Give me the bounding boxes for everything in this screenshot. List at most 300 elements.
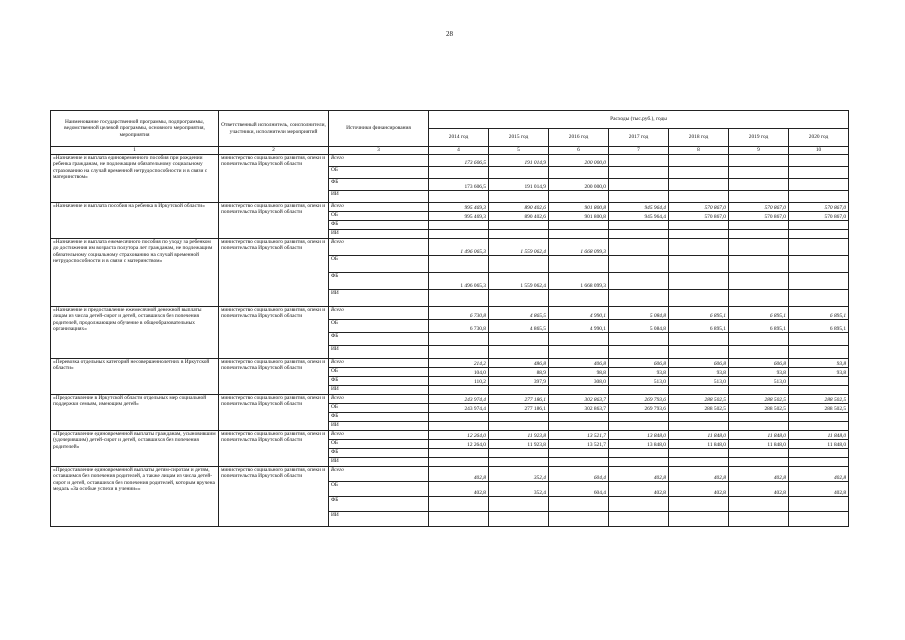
expense-value <box>789 167 849 179</box>
expense-value <box>669 333 729 346</box>
expense-value <box>549 221 609 230</box>
expense-value <box>549 386 609 395</box>
header-name: Наименование государственной программы, подпрограммы, ведомственной целевой программы, основного мероприятия, мероприятия <box>51 111 219 147</box>
expense-value: 200 000,0 <box>549 179 609 191</box>
expense-value: 200 000,0 <box>549 155 609 167</box>
expense-value <box>789 333 849 346</box>
expense-value <box>489 290 549 307</box>
expense-value <box>549 333 609 346</box>
expense-value <box>729 413 789 422</box>
expense-value: 6 895,1 <box>729 307 789 320</box>
expense-value <box>729 422 789 431</box>
expense-value: 302 863,7 <box>549 395 609 404</box>
funding-source: Всего <box>329 155 429 167</box>
funding-source: Всего <box>329 431 429 440</box>
table-row <box>51 395 849 404</box>
expense-value <box>489 333 549 346</box>
funding-source: ОБ <box>329 256 429 273</box>
expense-value: 288 502,5 <box>729 395 789 404</box>
expense-value: 352,4 <box>489 482 549 497</box>
expense-value <box>609 155 669 167</box>
expense-value: 5 084,8 <box>609 307 669 320</box>
expense-value: 352,4 <box>489 467 549 482</box>
expense-value: 13 848,0 <box>609 431 669 440</box>
expense-value: 93,8 <box>729 368 789 377</box>
expense-value <box>669 449 729 458</box>
column-index: 1 <box>51 147 219 155</box>
expense-value <box>489 256 549 273</box>
expense-value: 606,8 <box>609 359 669 368</box>
expense-value: 1 559 062,4 <box>489 273 549 290</box>
expense-value: 402,8 <box>669 482 729 497</box>
expense-value: 6 895,1 <box>789 320 849 333</box>
expense-value: 1 668 099,3 <box>549 239 609 256</box>
expense-value <box>729 221 789 230</box>
expense-value <box>429 221 489 230</box>
column-index: 7 <box>609 147 669 155</box>
expense-value <box>729 239 789 256</box>
expense-value <box>429 191 489 203</box>
funding-source: Всего <box>329 239 429 256</box>
measure-name: «Назначение и выплата пособия на ребенка в Иркутской области» <box>51 203 219 239</box>
expense-value <box>729 497 789 512</box>
measure-executor: министерство социального развития, опеки и попечительства Иркутской области <box>219 359 329 395</box>
expense-value <box>549 290 609 307</box>
expense-value <box>789 191 849 203</box>
funding-source: ИИ <box>329 458 429 467</box>
expense-value <box>609 333 669 346</box>
expense-value: 606,8 <box>669 359 729 368</box>
page-number: 28 <box>446 30 453 38</box>
expense-value <box>429 333 489 346</box>
expense-value: 214,2 <box>429 359 489 368</box>
expense-value: 13 848,0 <box>609 440 669 449</box>
expense-value <box>789 458 849 467</box>
expense-value <box>489 413 549 422</box>
header-source: Источники финансирования <box>329 111 429 147</box>
expense-value <box>429 256 489 273</box>
expense-value: 402,8 <box>729 482 789 497</box>
expense-value <box>789 179 849 191</box>
table-row <box>51 467 849 482</box>
expense-value: 110,2 <box>429 377 489 386</box>
expense-value <box>549 346 609 359</box>
expense-value: 13 521,7 <box>549 431 609 440</box>
expense-value <box>789 386 849 395</box>
expense-value <box>729 290 789 307</box>
funding-source: ИИ <box>329 191 429 203</box>
expense-value <box>789 449 849 458</box>
expense-value <box>609 256 669 273</box>
expense-value <box>489 512 549 527</box>
expense-value <box>429 290 489 307</box>
measure-executor: министерство социального развития, опеки и попечительства Иркутской области <box>219 155 329 203</box>
expense-value <box>669 221 729 230</box>
header-year: 2020 год <box>789 129 849 147</box>
expense-value <box>609 273 669 290</box>
expense-value: 11 848,0 <box>789 440 849 449</box>
measure-name: «Предоставление единовременной выплаты детям-сиротам и детям, оставшимся без попечения родителей, а также лицам из числа детей-сирот и детей, оставшихся без попечения родителей, которым вручена медаль «За особые успехи в учении»» <box>51 467 219 527</box>
expense-value: 173 606,5 <box>429 155 489 167</box>
header-executor: Ответственный исполнитель, соисполнители, участники, исполнители мероприятий <box>219 111 329 147</box>
column-index: 6 <box>549 147 609 155</box>
expense-value <box>669 239 729 256</box>
expense-value: 288 502,5 <box>729 404 789 413</box>
expense-value: 513,0 <box>669 377 729 386</box>
expense-value <box>489 458 549 467</box>
expense-value <box>729 230 789 239</box>
expense-value <box>609 458 669 467</box>
expense-value <box>489 386 549 395</box>
expense-value: 1 496 065,3 <box>429 239 489 256</box>
header-year: 2014 год <box>429 129 489 147</box>
expense-value <box>789 413 849 422</box>
expense-value <box>669 512 729 527</box>
table-row <box>51 239 849 256</box>
expense-value: 269 793,6 <box>609 395 669 404</box>
expense-value: 513,0 <box>729 377 789 386</box>
funding-source: ОБ <box>329 212 429 221</box>
funding-source: Всего <box>329 395 429 404</box>
expense-value: 4 990,1 <box>549 320 609 333</box>
funding-source: ФБ <box>329 333 429 346</box>
expense-value: 402,8 <box>609 467 669 482</box>
expense-value: 93,8 <box>789 359 849 368</box>
expense-value: 11 923,8 <box>489 431 549 440</box>
measure-name: «Назначение и предоставление ежемесячной денежной выплаты лицам из числа детей-сирот и детей, оставшихся без попечения родителей, продолжающим обучение в общеобразовательных организациях» <box>51 307 219 359</box>
funding-source: Всего <box>329 203 429 212</box>
expense-value: 995 469,3 <box>429 212 489 221</box>
expense-value <box>549 449 609 458</box>
expense-value: 93,8 <box>609 368 669 377</box>
expense-value <box>669 290 729 307</box>
measure-name: «Предоставление в Иркутской области отдельных мер социальной поддержки семьям, имеющим детей» <box>51 395 219 431</box>
expense-value <box>549 413 609 422</box>
expense-value <box>429 497 489 512</box>
expense-value: 13 521,7 <box>549 440 609 449</box>
expense-value: 486,8 <box>489 359 549 368</box>
measure-name: «Перевозка отдельных категорий несовершеннолетних в Иркутской области» <box>51 359 219 395</box>
expense-value <box>729 179 789 191</box>
expense-value <box>429 458 489 467</box>
expense-value <box>549 458 609 467</box>
expense-value <box>789 256 849 273</box>
measure-executor: министерство социального развития, опеки и попечительства Иркутской области <box>219 239 329 307</box>
expense-value <box>669 230 729 239</box>
expense-value <box>489 230 549 239</box>
expense-value: 277 186,1 <box>489 395 549 404</box>
funding-source: Всего <box>329 359 429 368</box>
expense-value <box>729 191 789 203</box>
expense-value <box>669 346 729 359</box>
expense-value <box>489 497 549 512</box>
expense-value <box>549 256 609 273</box>
expense-value <box>609 179 669 191</box>
expense-value: 4 865,5 <box>489 307 549 320</box>
expense-value <box>609 290 669 307</box>
expense-value <box>729 167 789 179</box>
expense-value: 288 502,5 <box>669 395 729 404</box>
expense-value: 402,8 <box>429 482 489 497</box>
expense-value <box>789 512 849 527</box>
expense-value: 6 895,1 <box>669 307 729 320</box>
funding-source: ФБ <box>329 179 429 191</box>
expense-value: 104,0 <box>429 368 489 377</box>
expense-value <box>669 191 729 203</box>
expense-value <box>429 386 489 395</box>
funding-source: ИИ <box>329 422 429 431</box>
table-row <box>51 307 849 320</box>
expense-value <box>669 413 729 422</box>
expense-value: 243 974,4 <box>429 395 489 404</box>
funding-source: ОБ <box>329 167 429 179</box>
expense-value <box>429 512 489 527</box>
expense-value <box>489 422 549 431</box>
measure-executor: министерство социального развития, опеки и попечительства Иркутской области <box>219 395 329 431</box>
expense-value <box>789 377 849 386</box>
expense-value <box>549 167 609 179</box>
expense-value <box>429 167 489 179</box>
expense-value <box>789 239 849 256</box>
expense-value <box>729 155 789 167</box>
funding-source: ИИ <box>329 346 429 359</box>
expense-value <box>669 386 729 395</box>
expense-value <box>789 230 849 239</box>
table-row <box>51 359 849 368</box>
expense-value: 11 848,0 <box>669 431 729 440</box>
expense-value <box>429 422 489 431</box>
column-index: 9 <box>729 147 789 155</box>
expense-value <box>609 346 669 359</box>
expense-value: 98,8 <box>549 368 609 377</box>
measure-name: «Предоставление единовременной выплаты гражданам, усыновившим (удочерившим) детей-сирот и детей, оставшихся без попечения родителей» <box>51 431 219 467</box>
funding-source: ОБ <box>329 440 429 449</box>
expense-value <box>549 512 609 527</box>
expense-value: 11 848,0 <box>789 431 849 440</box>
expense-value: 88,9 <box>489 368 549 377</box>
expense-value: 406,8 <box>549 359 609 368</box>
funding-source: ОБ <box>329 368 429 377</box>
expense-value: 901 800,8 <box>549 203 609 212</box>
header-expenses: Расходы (тыс.руб.), годы <box>429 111 849 129</box>
expense-value: 6 895,1 <box>669 320 729 333</box>
expense-value <box>609 512 669 527</box>
expense-value <box>669 273 729 290</box>
header-year: 2019 год <box>729 129 789 147</box>
expense-value <box>609 449 669 458</box>
funding-source: ОБ <box>329 320 429 333</box>
expense-value <box>729 333 789 346</box>
funding-source: Всего <box>329 307 429 320</box>
expense-value: 308,0 <box>549 377 609 386</box>
expense-value: 11 848,0 <box>729 431 789 440</box>
funding-source: ИИ <box>329 512 429 527</box>
header-year: 2018 год <box>669 129 729 147</box>
column-index: 3 <box>329 147 429 155</box>
column-index: 5 <box>489 147 549 155</box>
expense-value: 402,8 <box>669 467 729 482</box>
expense-value <box>609 422 669 431</box>
column-index: 8 <box>669 147 729 155</box>
expense-value: 302 863,7 <box>549 404 609 413</box>
expense-value: 277 186,1 <box>489 404 549 413</box>
expense-value: 11 923,8 <box>489 440 549 449</box>
expense-value: 12 264,0 <box>429 431 489 440</box>
expense-value: 604,4 <box>549 467 609 482</box>
expense-value: 945 964,4 <box>609 212 669 221</box>
expense-value: 93,8 <box>669 368 729 377</box>
expense-value <box>489 221 549 230</box>
expense-value <box>729 458 789 467</box>
expense-value <box>789 155 849 167</box>
funding-source: ФБ <box>329 497 429 512</box>
expense-value: 1 668 099,3 <box>549 273 609 290</box>
funding-source: ИИ <box>329 230 429 239</box>
expense-value: 1 496 065,3 <box>429 273 489 290</box>
funding-source: Всего <box>329 467 429 482</box>
expense-value: 890 402,6 <box>489 212 549 221</box>
expense-value: 288 502,5 <box>789 395 849 404</box>
funding-source: ИИ <box>329 386 429 395</box>
expense-value: 890 402,6 <box>489 203 549 212</box>
header-year: 2015 год <box>489 129 549 147</box>
expense-value: 4 865,5 <box>489 320 549 333</box>
expense-value: 6 895,1 <box>729 320 789 333</box>
expense-value: 1 559 062,4 <box>489 239 549 256</box>
header-year: 2016 год <box>549 129 609 147</box>
expense-value: 5 084,8 <box>609 320 669 333</box>
expense-value: 11 848,0 <box>669 440 729 449</box>
expense-value: 288 502,5 <box>669 404 729 413</box>
expense-value <box>609 230 669 239</box>
measure-executor: министерство социального развития, опеки и попечительства Иркутской области <box>219 203 329 239</box>
measure-name: «Назначение и выплата единовременного пособия при рождении ребенка гражданам, не подлежащим обязательному социальному страхованию на случай временной нетрудоспособности и в связи с материнством» <box>51 155 219 203</box>
expense-value: 570 867,0 <box>729 203 789 212</box>
table-header <box>51 111 849 155</box>
expense-value: 11 848,0 <box>729 440 789 449</box>
expense-value <box>609 497 669 512</box>
expense-value <box>669 256 729 273</box>
expense-value: 570 867,0 <box>729 212 789 221</box>
measure-name: «Назначение и выплата ежемесячного пособия по уходу за ребенком до достижения им возраста полутора лет гражданам, не подлежащим обязательному социальному страхованию на случай временной нетрудоспособности и в связи с материнством» <box>51 239 219 307</box>
expense-value <box>489 167 549 179</box>
expense-value <box>489 449 549 458</box>
expense-value <box>429 230 489 239</box>
expense-value: 6 895,1 <box>789 307 849 320</box>
expense-value <box>549 422 609 431</box>
funding-source: ИИ <box>329 290 429 307</box>
expense-value <box>669 179 729 191</box>
expense-value <box>789 497 849 512</box>
expense-value: 191 014,9 <box>489 155 549 167</box>
column-index: 2 <box>219 147 329 155</box>
expense-value <box>669 167 729 179</box>
expense-value: 945 964,4 <box>609 203 669 212</box>
expense-value <box>789 346 849 359</box>
expense-value <box>549 191 609 203</box>
expense-value: 513,0 <box>609 377 669 386</box>
column-index: 10 <box>789 147 849 155</box>
expense-value: 570 867,0 <box>789 203 849 212</box>
expense-value: 12 264,0 <box>429 440 489 449</box>
expense-value <box>609 239 669 256</box>
expense-value <box>609 191 669 203</box>
expense-value <box>549 230 609 239</box>
expense-value: 288 502,5 <box>789 404 849 413</box>
expense-value <box>729 512 789 527</box>
expense-value: 4 990,1 <box>549 307 609 320</box>
expense-value <box>609 167 669 179</box>
funding-source: ФБ <box>329 221 429 230</box>
measure-executor: министерство социального развития, опеки и попечительства Иркутской области <box>219 307 329 359</box>
expense-value: 6 730,8 <box>429 307 489 320</box>
expense-value <box>729 346 789 359</box>
expense-value <box>789 273 849 290</box>
expense-value <box>429 413 489 422</box>
expense-value: 402,8 <box>429 467 489 482</box>
expense-value: 173 606,5 <box>429 179 489 191</box>
expense-value: 269 793,6 <box>609 404 669 413</box>
expense-value: 570 867,0 <box>789 212 849 221</box>
expense-value: 995 469,3 <box>429 203 489 212</box>
expense-value <box>429 449 489 458</box>
expense-value: 901 800,8 <box>549 212 609 221</box>
expense-value: 570 867,0 <box>669 212 729 221</box>
column-index: 4 <box>429 147 489 155</box>
expense-value <box>729 256 789 273</box>
expense-value <box>669 458 729 467</box>
expense-value <box>669 422 729 431</box>
expense-value: 402,8 <box>609 482 669 497</box>
expense-value: 191 014,9 <box>489 179 549 191</box>
expense-value: 402,8 <box>789 482 849 497</box>
funding-source: ФБ <box>329 377 429 386</box>
expense-value: 243 974,4 <box>429 404 489 413</box>
expense-value: 606,8 <box>729 359 789 368</box>
expense-value <box>669 497 729 512</box>
expense-value <box>609 413 669 422</box>
expense-value: 402,8 <box>729 467 789 482</box>
expense-value <box>609 386 669 395</box>
budget-table <box>50 110 849 527</box>
expense-value <box>609 221 669 230</box>
expense-value: 604,4 <box>549 482 609 497</box>
table-row <box>51 431 849 440</box>
table-row <box>51 155 849 167</box>
measure-executor: министерство социального развития, опеки и попечительства Иркутской области <box>219 431 329 467</box>
funding-source: ФБ <box>329 449 429 458</box>
expense-value <box>429 346 489 359</box>
expense-value <box>729 386 789 395</box>
expense-value <box>789 221 849 230</box>
funding-source: ОБ <box>329 482 429 497</box>
expense-value <box>489 191 549 203</box>
measure-executor: министерство социального развития, опеки и попечительства Иркутской области <box>219 467 329 527</box>
expense-value <box>729 273 789 290</box>
funding-source: ФБ <box>329 413 429 422</box>
expense-value <box>489 346 549 359</box>
table-row <box>51 203 849 212</box>
funding-source: ОБ <box>329 404 429 413</box>
expense-value <box>789 422 849 431</box>
expense-value <box>789 290 849 307</box>
expense-value <box>729 449 789 458</box>
expense-value <box>669 155 729 167</box>
expense-value: 397,9 <box>489 377 549 386</box>
expense-value: 402,8 <box>789 467 849 482</box>
funding-source: ФБ <box>329 273 429 290</box>
expense-value: 6 730,8 <box>429 320 489 333</box>
